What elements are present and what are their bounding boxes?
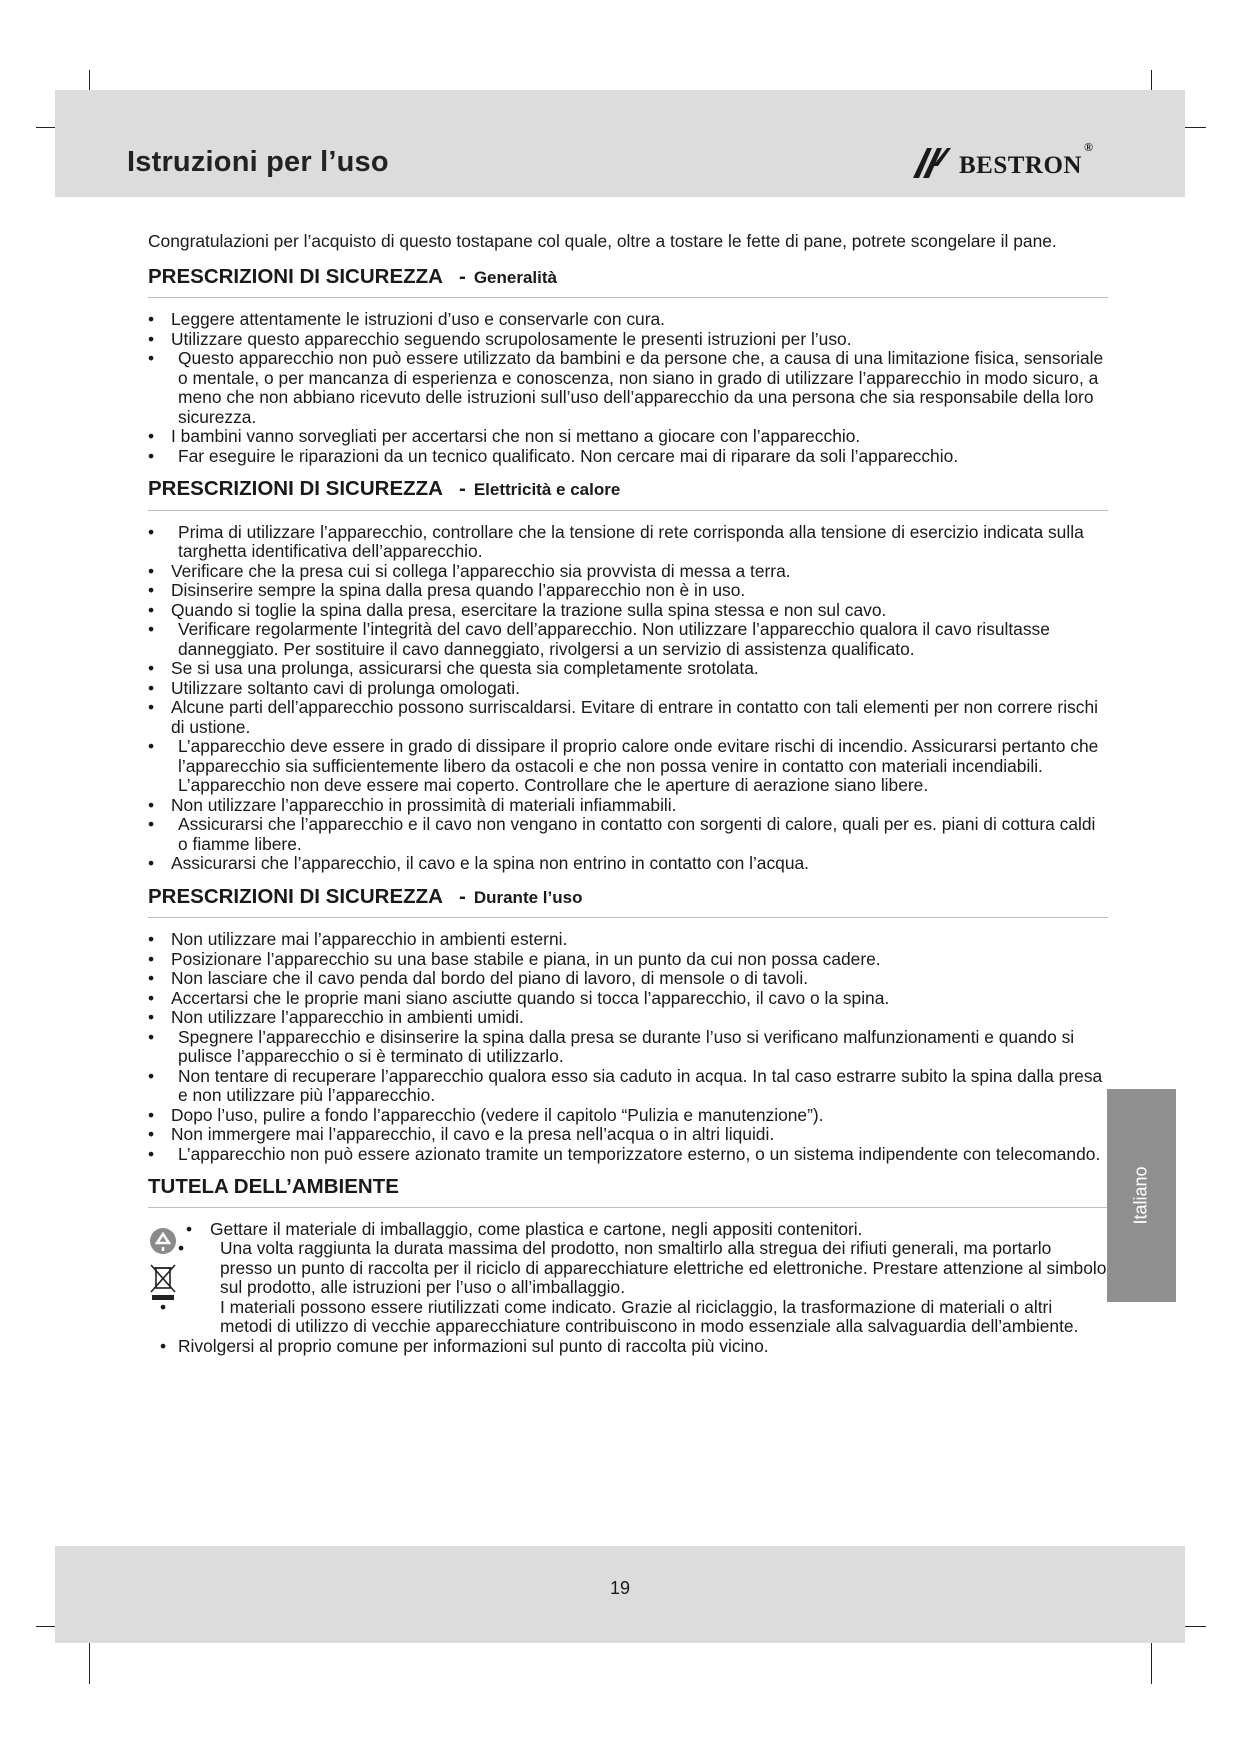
list-item: • Far eseguire le riparazioni da un tecnico qualificato. Non cercare mai di riparare da soli l’apparecchio. — [148, 447, 1108, 467]
footer-bar — [55, 1546, 1185, 1643]
section-heading-ambiente: TUTELA DELL’AMBIENTE — [148, 1170, 1108, 1208]
page-number: 19 — [609, 1578, 631, 1598]
list-ambiente — [148, 1220, 1108, 1357]
list-item: • Utilizzare soltanto cavi di prolunga omologati. — [148, 679, 1108, 699]
intro-paragraph: Congratulazioni per l’acquisto di questo tostapane col quale, oltre a tostare le fette di pane, potrete scongelare il pane. — [148, 231, 1057, 251]
list-item: • Non tentare di recuperare l’apparecchio qualora esso sia caduto in acqua. In tal caso estrarre subito la spina dalla presa e non utilizzare più l’apparecchio. — [148, 1067, 1108, 1106]
list-item: • Non utilizzare mai l’apparecchio in ambienti esterni. — [148, 930, 1108, 950]
crop-mark — [89, 1642, 90, 1684]
logo-chevron-icon — [913, 144, 953, 180]
list-item: • I bambini vanno sorvegliati per accertarsi che non si mettano a giocare con l’apparecchio. — [148, 427, 1108, 447]
list-item: • Se si usa una prolunga, assicurarsi che questa sia completamente srotolata. — [148, 659, 1108, 679]
list-item: • Rivolgersi al proprio comune per informazioni sul punto di raccolta più vicino. — [148, 1337, 1108, 1357]
environment-block — [148, 1220, 1108, 1357]
list-item: • Non utilizzare l’apparecchio in prossimità di materiali infiammabili. — [148, 796, 1108, 816]
list-item: • Spegnere l’apparecchio e disinserire la spina dalla presa se durante l’uso si verificano malfunzionamenti e quando si pulisce l’apparecchio o si è terminato di utilizzarlo. — [148, 1028, 1108, 1067]
list-generalita — [148, 310, 1108, 466]
list-item: • Non utilizzare l’apparecchio in ambienti umidi. — [148, 1008, 1108, 1028]
list-item: • Leggere attentamente le istruzioni d’uso e conservarle con cura. — [148, 310, 1108, 330]
section-heading-elettricita: PRESCRIZIONI DI SICUREZZA - Elettricità e calore — [148, 472, 1108, 511]
list-item: • Prima di utilizzare l’apparecchio, controllare che la tensione di rete corrisponda alla tensione di esercizio indicata sulla targhetta identificativa dell’apparecchio. — [148, 523, 1108, 562]
list-elettricita — [148, 523, 1108, 874]
list-item: • Questo apparecchio non può essere utilizzato da bambini e da persone che, a causa di una limitazione fisica, sensoriale o mentale, o per mancanza di esperienza e conoscenza, non siano in grado di utilizzare l’apparecchio in modo sicuro, a meno che non abbiano ricevuto delle istruzioni sull’uso dell’apparecchio da una persona che sia responsabile della loro sicurezza. — [148, 349, 1108, 427]
list-item: • Posizionare l’apparecchio su una base stabile e piana, in un punto da cui non possa cadere. — [148, 950, 1108, 970]
list-durante — [148, 930, 1108, 1164]
list-item: • Assicurarsi che l’apparecchio e il cavo non vengano in contatto con sorgenti di calore, quali per es. piani di cottura caldi o fiamme libere. — [148, 815, 1108, 854]
list-item: • Non immergere mai l’apparecchio, il cavo e la presa nell’acqua o in altri liquidi. — [148, 1125, 1108, 1145]
list-item: • Disinserire sempre la spina dalla presa quando l’apparecchio non è in uso. — [148, 581, 1108, 601]
list-item: • Assicurarsi che l’apparecchio, il cavo e la spina non entrino in contatto con l’acqua. — [148, 854, 1108, 874]
language-tab-label: Italiano — [1130, 1166, 1151, 1225]
list-item: • L’apparecchio non può essere azionato tramite un temporizzatore esterno, o un sistema indipendente con telecomando. — [148, 1145, 1108, 1165]
list-item: • Una volta raggiunta la durata massima del prodotto, non smaltirlo alla stregua dei rifiuti generali, ma portarlo presso un punto di raccolta per il riciclo di apparecchiature elettriche ed elettroniche. Prestare attenzione al simbolo sul prodotto, alle istruzioni per l’uso o all’imballaggio. — [148, 1239, 1108, 1298]
list-item: • Dopo l’uso, pulire a fondo l’apparecchio (vedere il capitolo “Pulizia e manutenzione”). — [148, 1106, 1108, 1126]
section-heading-generalita: PRESCRIZIONI DI SICUREZZA - Generalità — [148, 260, 1108, 299]
brand-logo — [913, 140, 1093, 184]
list-item: • Gettare il materiale di imballaggio, come plastica e cartone, negli appositi contenitori. — [148, 1220, 1108, 1240]
logo-text: bestron ® — [959, 140, 1094, 181]
language-tab — [1107, 1089, 1176, 1302]
list-item: • Quando si toglie la spina dalla presa, esercitare la trazione sulla spina stessa e non sul cavo. — [148, 601, 1108, 621]
section-heading-durante: PRESCRIZIONI DI SICUREZZA - Durante l’uso — [148, 880, 1108, 919]
crop-mark — [1151, 1642, 1152, 1684]
list-item: • Non lasciare che il cavo penda dal bordo del piano di lavoro, di mensole o di tavoli. — [148, 969, 1108, 989]
list-item: • Accertarsi che le proprie mani siano asciutte quando si tocca l’apparecchio, il cavo o la spina. — [148, 989, 1108, 1009]
list-item: • L’apparecchio deve essere in grado di dissipare il proprio calore onde evitare rischi di incendio. Assicurarsi pertanto che l’apparecchio sia sufficientemente libero da ostacoli e che non possa venire in contatto con materiali incendiabili. L’apparecchio non deve essere mai coperto. Controllare che le aperture di aerazione siano libere. — [148, 737, 1108, 796]
main-content — [148, 232, 1108, 1356]
list-item: • Alcune parti dell’apparecchio possono surriscaldarsi. Evitare di entrare in contatto con tali elementi per non correre rischi di ustione. — [148, 698, 1108, 737]
header-bar — [55, 90, 1185, 197]
list-item: • Verificare regolarmente l’integrità del cavo dell’apparecchio. Non utilizzare l’apparecchio qualora il cavo risultasse danneggiato. Per sostituire il cavo danneggiato, rivolgersi a un servizio di assistenza qualificato. — [148, 620, 1108, 659]
list-item: • I materiali possono essere riutilizzati come indicato. Grazie al riciclaggio, la trasformazione di materiali o altri metodi di utilizzo di vecchie apparecchiature contribuiscono in modo essenziale alla salvaguardia dell’ambiente. — [148, 1298, 1108, 1337]
list-item: • Utilizzare questo apparecchio seguendo scrupolosamente le presenti istruzioni per l’uso. — [148, 330, 1108, 350]
page-title: Istruzioni per l’uso — [127, 146, 389, 178]
list-item: • Verificare che la presa cui si collega l’apparecchio sia provvista di messa a terra. — [148, 562, 1108, 582]
